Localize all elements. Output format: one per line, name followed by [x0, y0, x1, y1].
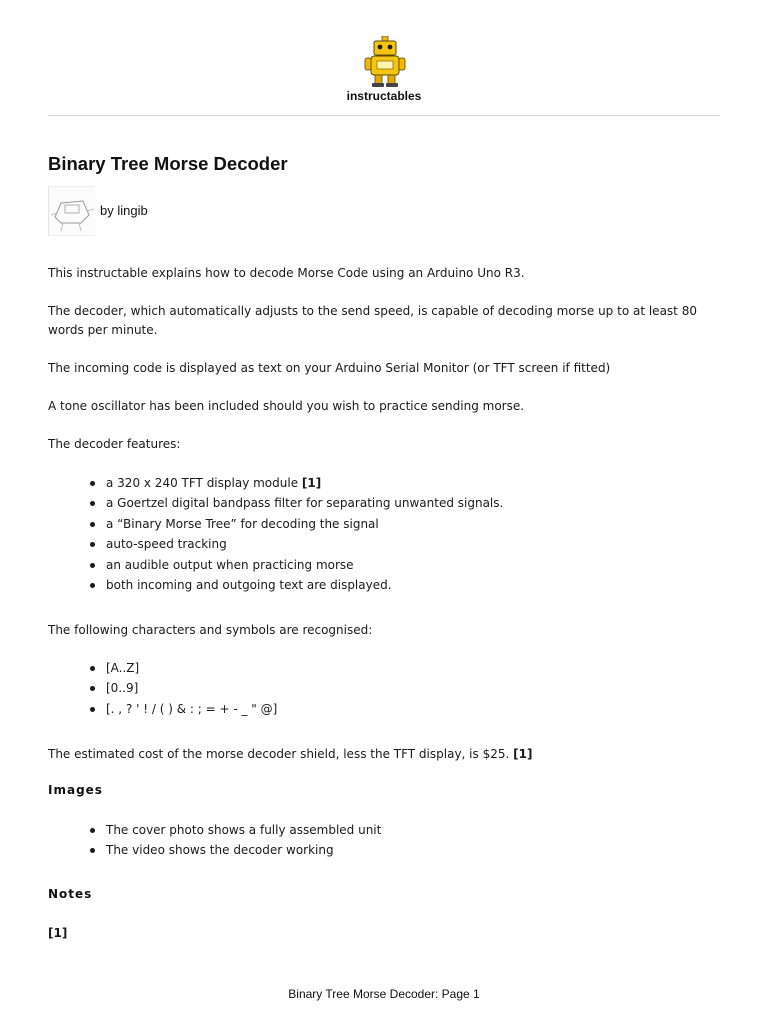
list-item: [0..9] [90, 678, 710, 698]
oscillator-paragraph: A tone oscillator has been included should you wish to practice sending morse. [48, 399, 525, 413]
symbols-list [90, 658, 710, 719]
reference-link[interactable]: [1] [301, 476, 322, 490]
cost-paragraph: The estimated cost of the morse decoder shield, less the TFT display, is $25. [1] [48, 747, 533, 761]
author-avatar[interactable] [48, 186, 95, 236]
bullet-icon [90, 828, 95, 833]
bullet-icon [90, 481, 95, 486]
bullet-icon [90, 542, 95, 547]
images-heading: Images [48, 783, 103, 797]
list-item: a Goertzel digital bandpass filter for separating unwanted signals. [90, 493, 710, 513]
notes-heading: Notes [48, 887, 93, 901]
author-avatar-icon [49, 187, 95, 235]
list-item: an audible output when practicing morse [90, 555, 710, 575]
list-item: [A..Z] [90, 658, 710, 678]
robot-mascot-icon[interactable] [362, 36, 408, 88]
bullet-icon [90, 686, 95, 691]
bullet-icon [90, 666, 95, 671]
page-header [0, 0, 768, 116]
bullet-icon [90, 848, 95, 853]
speed-paragraph: The decoder, which automatically adjusts to the send speed, is capable of decoding morse up to at least 80 words per minute. [48, 304, 697, 337]
author-name[interactable]: by lingib [100, 203, 148, 218]
list-item: [. , ? ' ! / ( ) & : ; = + - _ " @] [90, 699, 710, 719]
reference-link[interactable]: [1] [513, 747, 533, 761]
page-footer: Binary Tree Morse Decoder: Page 1 [288, 987, 480, 1001]
list-item: The video shows the decoder working [90, 840, 710, 860]
list-item: both incoming and outgoing text are displayed. [90, 575, 710, 595]
intro-paragraph: This instructable explains how to decode Morse Code using an Arduino Uno R3. [48, 266, 525, 280]
list-item: auto-speed tracking [90, 534, 710, 554]
display-paragraph: The incoming code is displayed as text on your Arduino Serial Monitor (or TFT screen if fitted) [48, 361, 611, 375]
bullet-icon [90, 707, 95, 712]
features-list [90, 473, 710, 595]
list-item: a “Binary Morse Tree” for decoding the signal [90, 514, 710, 534]
features-intro: The decoder features: [48, 437, 181, 451]
bullet-icon [90, 522, 95, 527]
bullet-icon [90, 583, 95, 588]
page-title: Binary Tree Morse Decoder [48, 153, 288, 174]
symbols-intro: The following characters and symbols are recognised: [48, 623, 373, 637]
header-divider [48, 115, 720, 116]
bullet-icon [90, 563, 95, 568]
images-list [90, 820, 710, 861]
brand-name[interactable]: instructables [346, 89, 422, 103]
list-item: The cover photo shows a fully assembled unit [90, 820, 710, 840]
list-item: a 320 x 240 TFT display module [1] [90, 473, 710, 493]
note-reference: [1] [48, 926, 68, 940]
bullet-icon [90, 501, 95, 506]
